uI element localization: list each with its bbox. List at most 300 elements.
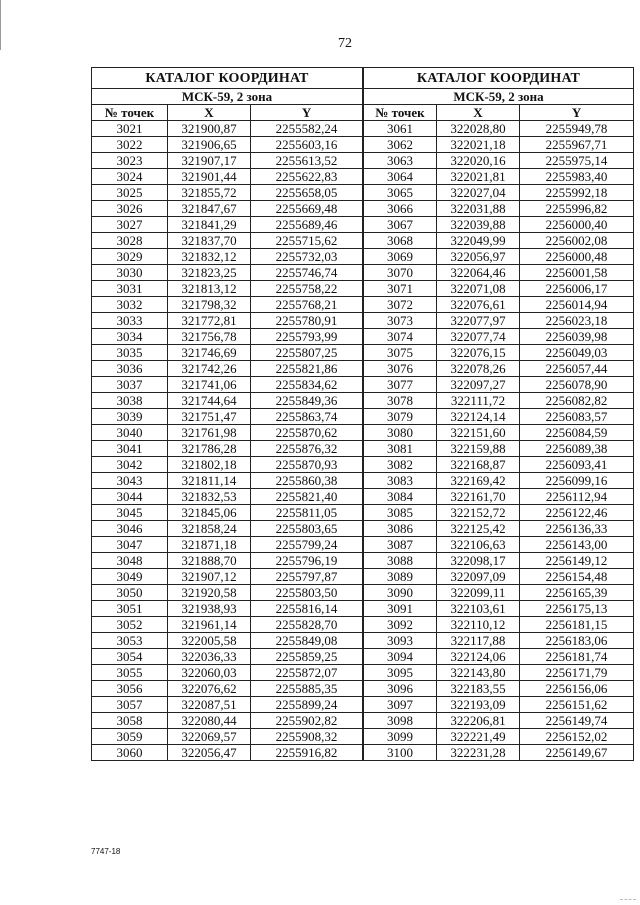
x-coordinate-cell: 321938,93 [168,601,251,617]
y-coordinate-cell: 2255821,86 [251,361,363,377]
y-coordinate-cell: 2255860,38 [251,473,363,489]
point-number-cell: 3075 [364,345,437,361]
point-number-cell: 3094 [364,649,437,665]
point-number-cell: 3097 [364,697,437,713]
x-coordinate-cell: 321811,14 [168,473,251,489]
y-coordinate-cell: 2256122,46 [520,505,634,521]
point-number-cell: 3100 [364,745,437,761]
y-coordinate-cell: 2255996,82 [520,201,634,217]
point-number-cell: 3042 [92,457,168,473]
catalog-title: КАТАЛОГ КООРДИНАТ [364,68,634,89]
point-number-cell: 3022 [92,137,168,153]
x-coordinate-cell: 321900,87 [168,121,251,137]
table-row [364,505,634,521]
table-row [92,585,363,601]
x-coordinate-cell: 321746,69 [168,345,251,361]
y-coordinate-cell: 2255916,82 [251,745,363,761]
point-number-cell: 3055 [92,665,168,681]
y-coordinate-cell: 2256112,94 [520,489,634,505]
point-number-cell: 3023 [92,153,168,169]
y-coordinate-cell: 2255949,78 [520,121,634,137]
table-row [92,537,363,553]
catalog-zone: МСК-59, 2 зона [92,89,363,105]
x-coordinate-cell: 322124,06 [437,649,520,665]
y-coordinate-cell: 2256149,74 [520,713,634,729]
y-coordinate-cell: 2255797,87 [251,569,363,585]
point-number-cell: 3077 [364,377,437,393]
table-row [92,233,363,249]
x-coordinate-cell: 322077,74 [437,329,520,345]
x-coordinate-cell: 322159,88 [437,441,520,457]
table-row [92,185,363,201]
table-row [92,457,363,473]
x-coordinate-cell: 321823,25 [168,265,251,281]
point-number-cell: 3050 [92,585,168,601]
table-row [364,297,634,313]
table-row [92,521,363,537]
x-coordinate-cell: 322031,88 [437,201,520,217]
point-number-cell: 3093 [364,633,437,649]
y-coordinate-cell: 2255807,25 [251,345,363,361]
x-coordinate-cell: 322097,27 [437,377,520,393]
table-row [364,169,634,185]
x-coordinate-cell: 322076,61 [437,297,520,313]
point-number-cell: 3037 [92,377,168,393]
x-coordinate-cell: 322036,33 [168,649,251,665]
point-number-cell: 3026 [92,201,168,217]
y-coordinate-cell: 2255899,24 [251,697,363,713]
x-coordinate-cell: 322060,03 [168,665,251,681]
x-coordinate-cell: 322028,80 [437,121,520,137]
x-coordinate-cell: 321741,06 [168,377,251,393]
point-number-cell: 3064 [364,169,437,185]
point-number-cell: 3070 [364,265,437,281]
x-coordinate-cell: 321907,17 [168,153,251,169]
point-number-cell: 3095 [364,665,437,681]
point-number-cell: 3088 [364,553,437,569]
x-coordinate-cell: 322039,88 [437,217,520,233]
table-row [92,137,363,153]
y-coordinate-cell: 2255828,70 [251,617,363,633]
y-coordinate-cell: 2256154,48 [520,569,634,585]
x-coordinate-cell: 322021,18 [437,137,520,153]
y-coordinate-cell: 2255849,36 [251,393,363,409]
y-coordinate-cell: 2255876,32 [251,441,363,457]
table-row [364,121,634,137]
table-row [364,201,634,217]
table-row [92,361,363,377]
table-row [92,425,363,441]
y-coordinate-cell: 2255834,62 [251,377,363,393]
y-coordinate-cell: 2256023,18 [520,313,634,329]
point-number-cell: 3072 [364,297,437,313]
point-number-cell: 3029 [92,249,168,265]
point-number-cell: 3090 [364,585,437,601]
x-coordinate-cell: 322049,99 [437,233,520,249]
table-row [364,649,634,665]
x-coordinate-cell: 321832,53 [168,489,251,505]
y-coordinate-cell: 2255780,91 [251,313,363,329]
y-coordinate-cell: 2256136,33 [520,521,634,537]
table-row [364,729,634,745]
x-coordinate-cell: 321837,70 [168,233,251,249]
point-number-cell: 3057 [92,697,168,713]
x-coordinate-cell: 322064,46 [437,265,520,281]
table-row [92,745,363,761]
catalog-zone: МСК-59, 2 зона [364,89,634,105]
point-number-cell: 3034 [92,329,168,345]
table-row [92,601,363,617]
x-coordinate-cell: 321920,58 [168,585,251,601]
point-number-cell: 3066 [364,201,437,217]
catalog-rows [364,121,634,761]
table-row [364,281,634,297]
x-coordinate-cell: 321841,29 [168,217,251,233]
x-coordinate-cell: 321751,47 [168,409,251,425]
point-number-cell: 3062 [364,137,437,153]
x-coordinate-cell: 322110,12 [437,617,520,633]
y-coordinate-cell: 2255803,50 [251,585,363,601]
x-coordinate-cell: 322143,80 [437,665,520,681]
x-coordinate-cell: 322020,16 [437,153,520,169]
table-row [364,553,634,569]
y-coordinate-cell: 2255811,05 [251,505,363,521]
x-coordinate-cell: 322087,51 [168,697,251,713]
x-coordinate-cell: 321756,78 [168,329,251,345]
point-number-cell: 3054 [92,649,168,665]
point-number-cell: 3047 [92,537,168,553]
table-row [364,217,634,233]
y-coordinate-cell: 2256078,90 [520,377,634,393]
y-coordinate-cell: 2255613,52 [251,153,363,169]
table-row [364,425,634,441]
x-coordinate-cell: 321798,32 [168,297,251,313]
point-number-cell: 3091 [364,601,437,617]
y-coordinate-cell: 2256149,12 [520,553,634,569]
x-coordinate-cell: 322005,58 [168,633,251,649]
point-number-cell: 3036 [92,361,168,377]
point-number-cell: 3087 [364,537,437,553]
table-row [92,217,363,233]
point-number-cell: 3092 [364,617,437,633]
x-coordinate-cell: 322069,57 [168,729,251,745]
x-coordinate-cell: 321845,06 [168,505,251,521]
x-coordinate-cell: 322161,70 [437,489,520,505]
x-coordinate-cell: 321802,18 [168,457,251,473]
point-number-cell: 3098 [364,713,437,729]
table-row [364,329,634,345]
x-coordinate-cell: 322076,62 [168,681,251,697]
x-coordinate-cell: 322125,42 [437,521,520,537]
x-coordinate-cell: 322056,47 [168,745,251,761]
x-coordinate-cell: 322097,09 [437,569,520,585]
point-number-cell: 3040 [92,425,168,441]
x-coordinate-cell: 322071,08 [437,281,520,297]
point-number-cell: 3078 [364,393,437,409]
y-coordinate-cell: 2255799,24 [251,537,363,553]
x-coordinate-cell: 322193,09 [437,697,520,713]
y-coordinate-cell: 2255859,25 [251,649,363,665]
x-coordinate-cell: 322021,81 [437,169,520,185]
point-number-cell: 3082 [364,457,437,473]
x-coordinate-cell: 321855,72 [168,185,251,201]
point-number-cell: 3080 [364,425,437,441]
y-coordinate-cell: 2255669,48 [251,201,363,217]
table-row [364,697,634,713]
y-coordinate-cell: 2256183,06 [520,633,634,649]
y-coordinate-cell: 2256181,15 [520,617,634,633]
point-number-cell: 3033 [92,313,168,329]
point-number-cell: 3074 [364,329,437,345]
table-row [92,473,363,489]
y-coordinate-cell: 2256143,00 [520,537,634,553]
point-number-cell: 3061 [364,121,437,137]
catalog-rows [92,121,363,761]
y-coordinate-cell: 2255689,46 [251,217,363,233]
table-row [364,617,634,633]
y-coordinate-cell: 2255796,19 [251,553,363,569]
coordinate-catalog-table-left [91,67,363,761]
y-coordinate-cell: 2255821,40 [251,489,363,505]
y-coordinate-cell: 2255768,21 [251,297,363,313]
point-number-cell: 3060 [92,745,168,761]
point-number-cell: 3041 [92,441,168,457]
point-number-cell: 3079 [364,409,437,425]
point-number-cell: 3052 [92,617,168,633]
point-number-cell: 3043 [92,473,168,489]
point-number-cell: 3046 [92,521,168,537]
x-coordinate-cell: 322078,26 [437,361,520,377]
y-coordinate-cell: 2256001,58 [520,265,634,281]
table-row [92,169,363,185]
column-header-y: Y [520,105,634,121]
point-number-cell: 3076 [364,361,437,377]
x-coordinate-cell: 322168,87 [437,457,520,473]
table-row [364,537,634,553]
table-row [364,361,634,377]
y-coordinate-cell: 2256082,82 [520,393,634,409]
y-coordinate-cell: 2256083,57 [520,409,634,425]
page-number: 72 [338,36,352,51]
column-header-point-number: № точек [92,105,168,121]
table-row [364,153,634,169]
table-row [364,313,634,329]
table-row [92,345,363,361]
point-number-cell: 3025 [92,185,168,201]
y-coordinate-cell: 2256181,74 [520,649,634,665]
table-row [92,729,363,745]
y-coordinate-cell: 2256002,08 [520,233,634,249]
y-coordinate-cell: 2255715,62 [251,233,363,249]
x-coordinate-cell: 321786,28 [168,441,251,457]
table-row [364,633,634,649]
y-coordinate-cell: 2256014,94 [520,297,634,313]
point-number-cell: 3027 [92,217,168,233]
catalog-title: КАТАЛОГ КООРДИНАТ [92,68,363,89]
table-row [92,505,363,521]
y-coordinate-cell: 2255849,08 [251,633,363,649]
point-number-cell: 3089 [364,569,437,585]
point-number-cell: 3085 [364,505,437,521]
point-number-cell: 3069 [364,249,437,265]
x-coordinate-cell: 322206,81 [437,713,520,729]
point-number-cell: 3051 [92,601,168,617]
table-row [364,409,634,425]
point-number-cell: 3096 [364,681,437,697]
point-number-cell: 3063 [364,153,437,169]
table-row [92,249,363,265]
y-coordinate-cell: 2256089,38 [520,441,634,457]
table-row [92,265,363,281]
point-number-cell: 3035 [92,345,168,361]
y-coordinate-cell: 2255872,07 [251,665,363,681]
y-coordinate-cell: 2255603,16 [251,137,363,153]
point-number-cell: 3067 [364,217,437,233]
document-code: 7747-18 [91,847,121,856]
x-coordinate-cell: 321858,24 [168,521,251,537]
x-coordinate-cell: 322106,63 [437,537,520,553]
x-coordinate-cell: 321961,14 [168,617,251,633]
x-coordinate-cell: 321832,12 [168,249,251,265]
y-coordinate-cell: 2255908,32 [251,729,363,745]
y-coordinate-cell: 2255902,82 [251,713,363,729]
x-coordinate-cell: 321761,98 [168,425,251,441]
y-coordinate-cell: 2256151,62 [520,697,634,713]
x-coordinate-cell: 322221,49 [437,729,520,745]
x-coordinate-cell: 322183,55 [437,681,520,697]
x-coordinate-cell: 321847,67 [168,201,251,217]
table-row [364,345,634,361]
x-coordinate-cell: 322117,88 [437,633,520,649]
y-coordinate-cell: 2256175,13 [520,601,634,617]
x-coordinate-cell: 322111,72 [437,393,520,409]
y-coordinate-cell: 2255732,03 [251,249,363,265]
table-row [364,393,634,409]
y-coordinate-cell: 2255758,22 [251,281,363,297]
table-row [364,137,634,153]
table-row [364,265,634,281]
point-number-cell: 3081 [364,441,437,457]
table-row [364,521,634,537]
point-number-cell: 3032 [92,297,168,313]
y-coordinate-cell: 2256093,41 [520,457,634,473]
table-row [364,745,634,761]
x-coordinate-cell: 322027,04 [437,185,520,201]
column-header-y: Y [251,105,363,121]
point-number-cell: 3049 [92,569,168,585]
y-coordinate-cell: 2256149,67 [520,745,634,761]
table-row [364,665,634,681]
table-row [92,489,363,505]
y-coordinate-cell: 2256152,02 [520,729,634,745]
table-row [92,441,363,457]
y-coordinate-cell: 2255870,62 [251,425,363,441]
x-coordinate-cell: 322152,72 [437,505,520,521]
x-coordinate-cell: 322124,14 [437,409,520,425]
x-coordinate-cell: 321744,64 [168,393,251,409]
point-number-cell: 3059 [92,729,168,745]
table-row [364,569,634,585]
table-row [364,233,634,249]
x-coordinate-cell: 322099,11 [437,585,520,601]
x-coordinate-cell: 322077,97 [437,313,520,329]
point-number-cell: 3045 [92,505,168,521]
y-coordinate-cell: 2255992,18 [520,185,634,201]
y-coordinate-cell: 2256039,98 [520,329,634,345]
table-row [92,713,363,729]
point-number-cell: 3065 [364,185,437,201]
table-row [364,249,634,265]
x-coordinate-cell: 322080,44 [168,713,251,729]
x-coordinate-cell: 322056,97 [437,249,520,265]
y-coordinate-cell: 2255622,83 [251,169,363,185]
y-coordinate-cell: 2255885,35 [251,681,363,697]
x-coordinate-cell: 321888,70 [168,553,251,569]
table-row [92,409,363,425]
table-row [92,153,363,169]
y-coordinate-cell: 2256000,48 [520,249,634,265]
x-coordinate-cell: 321901,44 [168,169,251,185]
table-row [92,697,363,713]
column-header-point-number: № точек [364,105,437,121]
column-header-x: X [437,105,520,121]
point-number-cell: 3084 [364,489,437,505]
corner-mark [620,899,636,901]
y-coordinate-cell: 2256171,79 [520,665,634,681]
table-row [92,297,363,313]
x-coordinate-cell: 322103,61 [437,601,520,617]
table-row [364,681,634,697]
table-row [364,441,634,457]
point-number-cell: 3021 [92,121,168,137]
table-row [364,377,634,393]
table-row [92,377,363,393]
point-number-cell: 3031 [92,281,168,297]
y-coordinate-cell: 2256006,17 [520,281,634,297]
table-row [92,393,363,409]
x-coordinate-cell: 322169,42 [437,473,520,489]
y-coordinate-cell: 2255975,14 [520,153,634,169]
y-coordinate-cell: 2255746,74 [251,265,363,281]
y-coordinate-cell: 2255863,74 [251,409,363,425]
y-coordinate-cell: 2255983,40 [520,169,634,185]
x-coordinate-cell: 321772,81 [168,313,251,329]
table-row [92,649,363,665]
point-number-cell: 3048 [92,553,168,569]
table-row [364,457,634,473]
point-number-cell: 3038 [92,393,168,409]
point-number-cell: 3044 [92,489,168,505]
x-coordinate-cell: 321742,26 [168,361,251,377]
table-row [364,185,634,201]
y-coordinate-cell: 2255967,71 [520,137,634,153]
table-row [364,489,634,505]
y-coordinate-cell: 2255793,99 [251,329,363,345]
y-coordinate-cell: 2256057,44 [520,361,634,377]
x-coordinate-cell: 322076,15 [437,345,520,361]
point-number-cell: 3053 [92,633,168,649]
y-coordinate-cell: 2256099,16 [520,473,634,489]
x-coordinate-cell: 322231,28 [437,745,520,761]
point-number-cell: 3099 [364,729,437,745]
y-coordinate-cell: 2256156,06 [520,681,634,697]
point-number-cell: 3083 [364,473,437,489]
x-coordinate-cell: 321813,12 [168,281,251,297]
y-coordinate-cell: 2256049,03 [520,345,634,361]
y-coordinate-cell: 2255870,93 [251,457,363,473]
table-row [92,201,363,217]
table-row [92,681,363,697]
